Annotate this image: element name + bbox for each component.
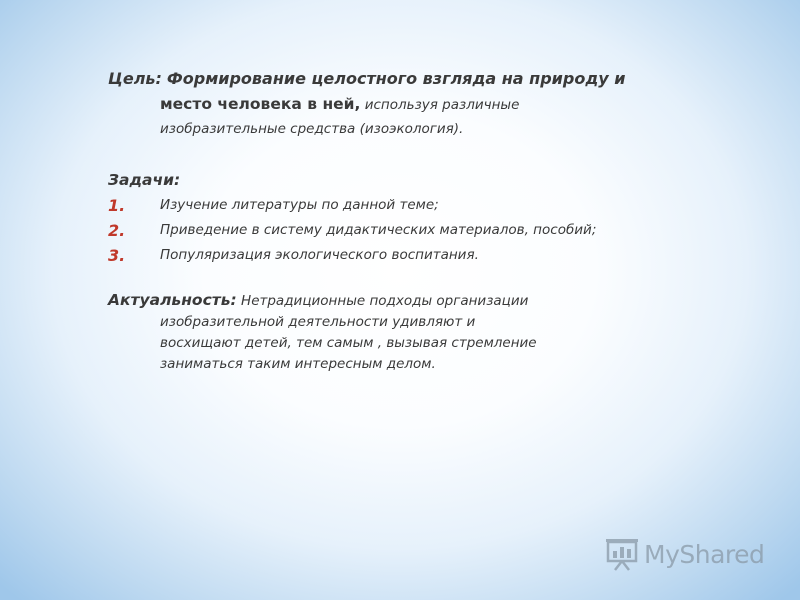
goal-paragraph [108, 66, 688, 141]
list-item [108, 220, 688, 241]
tasks-heading: Задачи: [108, 171, 181, 189]
myshared-watermark [604, 534, 764, 574]
relevance-heading: Актуальность: [108, 291, 237, 309]
task-number: 2. [108, 221, 126, 240]
relevance-text-line2: изобразительной деятельности удивляют и [160, 314, 476, 330]
goal-indented-block [108, 92, 688, 141]
goal-label: Цель: [108, 69, 162, 88]
task-text: Популяризация экологического воспитания. [160, 247, 479, 263]
tasks-list [108, 195, 688, 266]
relevance-text-line3: восхищают детей, тем самым , вызывая стремление [160, 335, 537, 351]
goal-text-line2-bold: место человека в ней, [160, 95, 361, 113]
relevance-text-line1: Нетрадиционные подходы организации [241, 293, 529, 309]
slide-content [108, 66, 688, 375]
task-number: 1. [108, 196, 126, 215]
relevance-paragraph [108, 290, 688, 375]
relevance-text-line4: заниматься таким интересным делом. [160, 356, 436, 372]
goal-text-line1: Формирование целостного взгляда на природу и [166, 69, 626, 88]
task-text: Приведение в систему дидактических материалов, пособий; [160, 222, 597, 238]
task-text: Изучение литературы по данной теме; [160, 197, 439, 213]
goal-text-line2-rest: используя различные [364, 97, 520, 113]
task-number: 3. [108, 246, 126, 265]
list-item [108, 245, 688, 266]
presentation-board-icon [604, 536, 640, 572]
watermark-text: MyShared [644, 539, 765, 569]
list-item [108, 195, 688, 216]
goal-text-line3: изобразительные средства (изоэкология). [160, 121, 464, 137]
